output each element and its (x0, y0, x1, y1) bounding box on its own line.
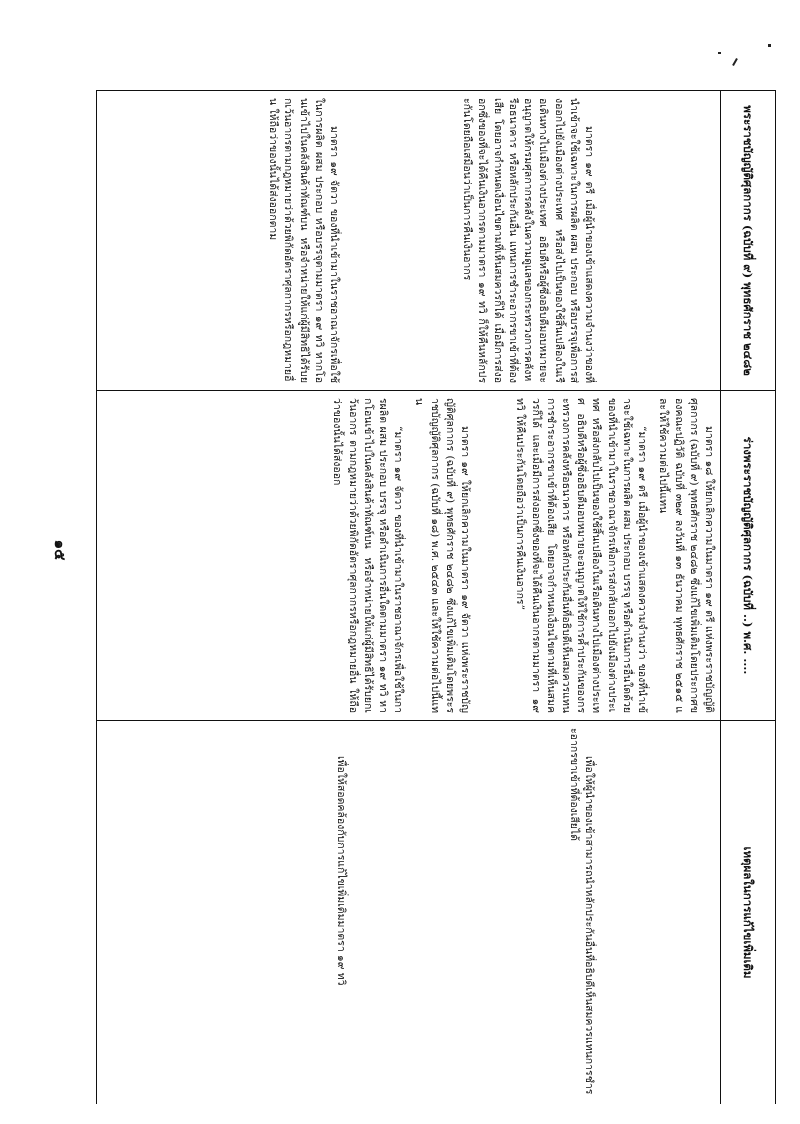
blank-space (596, 98, 716, 383)
document-table-frame (96, 90, 776, 1104)
page-number: ๑๕ (51, 539, 69, 561)
draft-section-19-tri: “มาตรา ๑๙ ตรี เมื่อผู้นำของเข้าแสดงความจำนงว่า ของที่นำเข้าจะใช้เฉพาะในการผลิต ผสม ประกอบ บรรจุ หรือดำเนินการอื่นใดด้วยของที่นำเข้ามาในราชอาณาจักรเพื่อการส่งกลับออกไปยังเมืองต่างประเทศ หรือส่งกลับไปเป็นของใช้สิ้นเปลืองในเรือเดินทางไปเมืองต่างประเทศ อธิบดีหรือผู้ซึ่งอธิบดีมอบหมายจะอนุญาตให้ใช้การค้ำประกันของกระทรวงการคลังหรือธนาคาร หรือหลักประกันอื่นที่อธิบดีเห็นสมควรแทนการชำระอากรขาเข้าที่ต้องเสีย โดยอาจกำหนดเงื่อนไขตามที่เห็นสมควรก็ได้ และเมื่อมีการส่งออกซึ่งของที่จะได้คืนเงินอากรตามมาตรา ๑๙ ทวิ ให้คืนประกันโดยถือว่าเป็นการคืนเงินอากร” (514, 398, 649, 713)
blank-space (348, 728, 560, 1097)
blank-space (472, 398, 506, 713)
current-section-19-jatwa: มาตรา ๑๙ จัตวา ของที่นำเข้ามาในราชอาณาจักรเพื่อใช้ในการผลิต ผสม ประกอบ หรือบรรจุตามมาตรา ๑๙ ทวิ หากโอนเข้าไปในคลังสินค้าทัณฑ์บน หรือจำหน่ายให้แก่ผู้มีสิทธิได้รับยกเว้นอากรตามกฎหมายว่าด้วยพิกัดอัตราศุลกากรหรือกฎหมายอื่น ให้ถือว่าของนั้นได้ส่งออกตาม (267, 98, 341, 383)
draft-section-19-jatwa: “มาตรา ๑๙ จัตวา ของที่นำเข้ามาในราชอาณาจักรเพื่อใช้ในการผลิต ผสม ประกอบ บรรจุ หรือดำเนินการอื่นใดตามมาตรา ๑๙ ทวิ หากโอนเข้าไปในคลังสินค้าทัณฑ์บน หรือจำหน่ายให้แก่ผู้มีสิทธิได้รับยกเว้นอากร ตามกฎหมายว่าด้วยพิกัดอัตราศุลกากรหรือกฎหมายอื่น ให้ถือว่าของนั้นได้ส่งออก (331, 398, 405, 713)
draft-law-cell (97, 391, 721, 721)
blank-space (341, 98, 453, 383)
draft-section-18: มาตรา ๑๘ ให้ยกเลิกความในมาตรา ๑๙ ตรี แห่งพระราชบัญญัติศุลกากร (ฉบับที่ ๙) พุทธศักราช ๒๔๘๒ ซึ่งแก้ไขเพิ่มเติมโดยประกาศของคณะปฏิวัติ ฉบับที่ ๓๒๙ ลงวันที่ ๑๓ ธันวาคม พุทธศักราช ๒๕๑๕ และให้ใช้ความต่อไปนี้แทน (657, 398, 715, 713)
comparison-table (96, 90, 776, 1104)
header-current-law: พระราชบัญญัติศุลกากร (ฉบับที่ ๙) พุทธศักราช ๒๔๘๒ (721, 91, 776, 391)
scan-mark (768, 44, 771, 47)
rotated-table-wrapper (96, 90, 776, 1104)
blank-space (596, 728, 716, 1097)
scan-mark (718, 52, 721, 54)
draft-section-19: มาตรา ๑๙ ให้ยกเลิกความในมาตรา ๑๙ จัตวา แห่งพระราชบัญญัติศุลกากร (ฉบับที่ ๙) พุทธศักราช ๒๔๘๒ ซึ่งแก้ไขเพิ่มเติมโดยพระราชบัญญัติศุลกากร (ฉบับที่ ๑๘) พ.ศ. ๒๕๔๓ และให้ใช้ความต่อไปนี้แทน (413, 398, 472, 713)
reason-section-19-tri: เพื่อให้ผู้นำของเข้าสามารถนำหลักประกันอื่นที่อธิบดีเห็นสมควรแทนการชำระอากรขาเข้าที่ต้องเสียได้ (567, 728, 595, 1095)
header-reason: เหตุผลในการแก้ไขเพิ่มเติม (721, 721, 776, 1105)
table-body-row (97, 91, 721, 1105)
header-draft-law: ร่างพระราชบัญญัติศุลกากร (ฉบับที่ ..) พ.ศ. .... (721, 391, 776, 721)
reason-cell (97, 721, 721, 1105)
current-law-cell (97, 91, 721, 391)
reason-section-19-jatwa: เพื่อให้สอดคล้องกับการแก้ไขเพิ่มเติมมาตรา ๑๙ ทวิ (334, 756, 347, 986)
table-header-row (721, 91, 776, 1105)
current-section-19-tri: มาตรา ๑๙ ตรี เมื่อผู้นำของเข้าแสดงความจำนงว่าของที่นำเข้าจะใช้เฉพาะในการผลิต ผสม ประกอบ หรือบรรจุเพื่อการส่งออกไปยังเมืองต่างประเทศ หรือส่งไปเป็นของใช้สิ้นเปลืองในเรือเดินทางไปเมืองต่างประเทศ อธิบดีหรือผู้ซึ่งอธิบดีมอบหมายจะอนุญาตให้กรมศุลกากรคลังในความดูแลของกระทรวงการคลังหรือธนาคาร หรือหลักประกันอื่น แทนการชำระอากรขาเข้าที่ต้องเสีย โดยอาจกำหนดเงื่อนไขตามที่เห็นสมควรก็ได้ เมื่อมีการส่งออกซึ่งของที่จะได้คืนเงินอากรตามมาตรา ๑๙ ทวิ ก็ให้คืนหลักประกันโดยถือเสมือนว่าเป็นการคืนเงินอากร (461, 98, 595, 383)
scan-mark (732, 58, 738, 66)
